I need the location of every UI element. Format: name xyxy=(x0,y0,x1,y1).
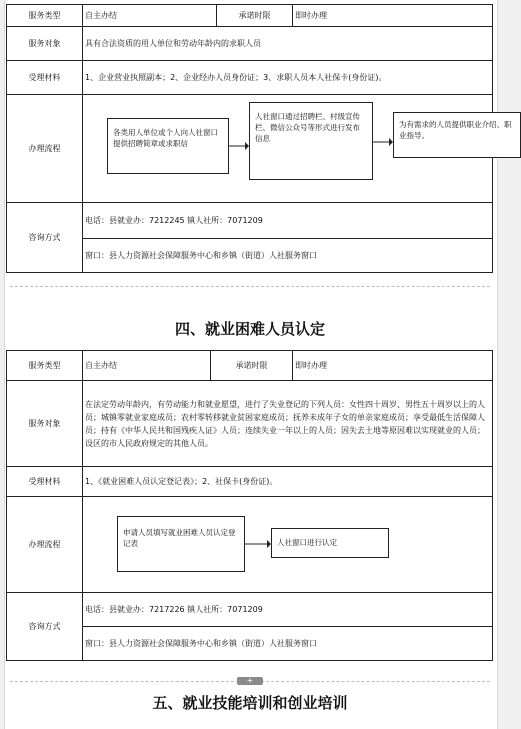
section-4-heading: 四、就业困难人员认定 xyxy=(174,320,325,338)
process-flow-cell xyxy=(83,95,512,203)
flow-step-2: 人社窗口通过招聘栏、村级宣传栏、微信公众号等形式进行发布信息 xyxy=(249,102,373,180)
service-type-label: 服务类型 xyxy=(7,5,83,27)
phone-value: 电话：县就业办：7217226 镇人社所：7071209 xyxy=(83,593,493,627)
phone-value: 电话：县就业办：7212245 镇人社所：7071209 xyxy=(83,203,493,239)
flow-arrow-right-icon xyxy=(373,136,393,148)
flow-step-1: 各类用人单位或个人向人社窗口提供招聘简章或求职信 xyxy=(107,118,229,174)
consult-label: 咨询方式 xyxy=(7,593,83,661)
service-type-value: 自主办结 xyxy=(83,351,211,381)
window-value: 窗口：县人力资源社会保障服务中心和乡镇（街道）人社服务窗口 xyxy=(83,627,493,661)
expand-plus-icon[interactable]: + xyxy=(237,677,263,685)
process-label: 办理流程 xyxy=(7,497,83,593)
process-flowchart xyxy=(83,498,492,592)
materials-value: 1、企业营业执照副本；2、企业经办人员身份证；3、求职人员本人社保卡(身份证)。 xyxy=(83,61,493,95)
section-divider xyxy=(10,286,490,287)
flow-arrow-right-icon xyxy=(229,140,249,152)
section-5-heading: 五、就业技能培训和创业培训 xyxy=(152,694,348,712)
time-limit-label: 承诺时限 xyxy=(217,5,293,27)
process-label: 办理流程 xyxy=(7,95,83,203)
target-value: 具有合法资质的用人单位和劳动年龄内的求职人员 xyxy=(83,27,493,61)
flow-step-3: 为有需求的人员提供职业介绍、职业指导。 xyxy=(393,112,521,158)
flow-step-1: 申请人员填写就业困难人员认定登记表 xyxy=(117,516,245,572)
consult-label: 咨询方式 xyxy=(7,203,83,273)
service-type-value: 自主办结 xyxy=(83,5,217,27)
materials-label: 受理材料 xyxy=(7,467,83,497)
service-type-label: 服务类型 xyxy=(7,351,83,381)
target-label: 服务对象 xyxy=(7,381,83,467)
flow-arrow-right-icon xyxy=(245,538,271,550)
materials-label: 受理材料 xyxy=(7,61,83,95)
target-label: 服务对象 xyxy=(7,27,83,61)
process-flow-cell xyxy=(83,497,493,593)
time-limit-value: 即时办理 xyxy=(293,351,493,381)
window-value: 窗口：县人力资源社会保障服务中心和乡镇（街道）人社服务窗口 xyxy=(83,239,493,273)
time-limit-label: 承诺时限 xyxy=(211,351,293,381)
service-table-difficulty-identification xyxy=(6,350,493,661)
time-limit-value: 即时办理 xyxy=(293,5,493,27)
service-table-job-info xyxy=(6,4,512,273)
materials-value: 1、《就业困难人员认定登记表》；2、社保卡(身份证)。 xyxy=(83,467,493,497)
flow-step-2: 人社窗口进行认定 xyxy=(271,528,389,558)
process-flowchart xyxy=(83,96,512,202)
target-value: 在法定劳动年龄内，有劳动能力和就业愿望，进行了失业登记的下列人员：女性四十周岁、男性五十周岁以上的人员；城镇零就业家庭成员；农村零转移就业贫困家庭成员；抚养未成年子女的单亲家庭成员；享受最低生活保障人员；持有《中华人民共和国残疾人证》人员；连续失业一年以上的人员；因失去土地等原因难以实现就业的人员；设区的市人民政府规定的其他人员。 xyxy=(83,381,493,467)
